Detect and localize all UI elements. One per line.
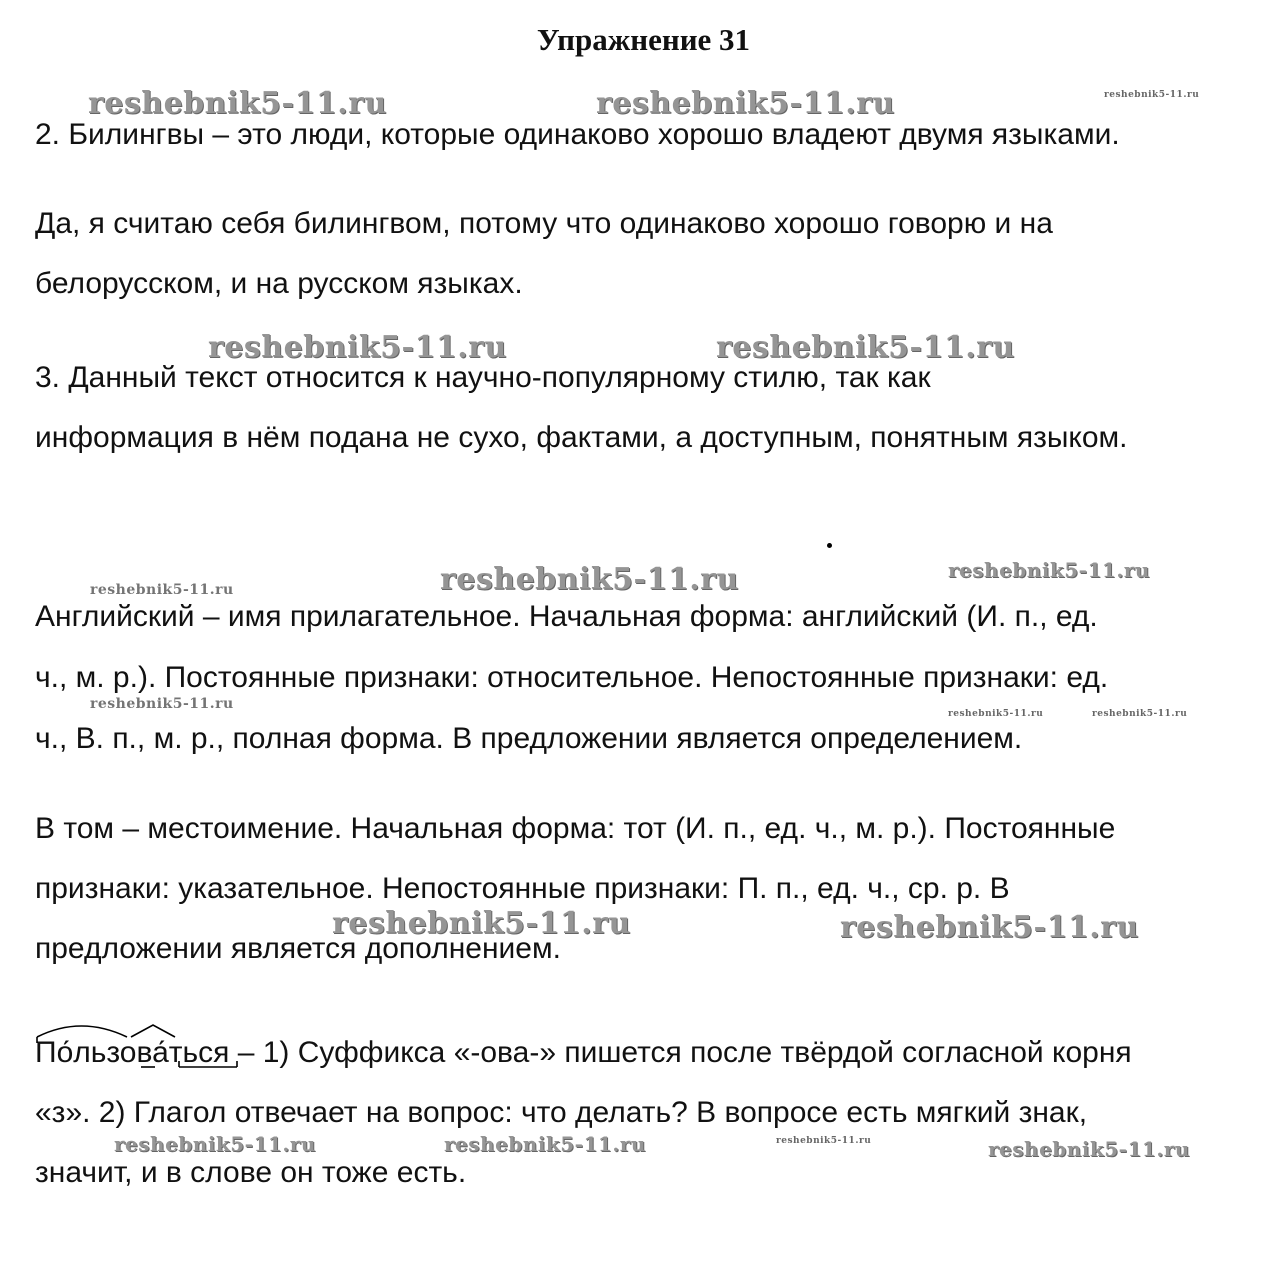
text-line: 2. Билингвы – это люди, которые одинаково хорошо владеют двумя языками. <box>35 118 1120 151</box>
text-line: В том – местоимение. Начальная форма: тот (И. п., ед. ч., м. р.). Постоянные <box>35 812 1116 845</box>
watermark: reshebnik5-11.ru <box>332 906 631 941</box>
analysed-word: По́льзова́ться <box>35 1036 230 1069</box>
text-line: Английский – имя прилагательное. Начальная форма: английский (И. п., ед. <box>35 600 1098 633</box>
watermark: reshebnik5-11.ru <box>716 330 1015 365</box>
watermark: reshebnik5-11.ru <box>776 1136 872 1146</box>
text-line: информация в нём подана не сухо, фактами, а доступным, понятным языком. <box>35 421 1128 454</box>
text-line: «з». 2) Глагол отвечает на вопрос: что делать? В вопросе есть мягкий знак, <box>35 1096 1088 1129</box>
text-line: значит, и в слове он тоже есть. <box>35 1156 467 1189</box>
text-line: Да, я считаю себя билингвом, потому что одинаково хорошо говорю и на <box>35 207 1053 240</box>
watermark: reshebnik5-11.ru <box>90 696 234 712</box>
stray-dot <box>827 543 832 548</box>
text-line: белорусском, и на русском языках. <box>35 267 523 300</box>
watermark: reshebnik5-11.ru <box>440 562 739 597</box>
text-line: предложении является дополнением. <box>35 932 561 965</box>
watermark: reshebnik5-11.ru <box>948 709 1044 719</box>
text-line <box>35 1035 1132 1071</box>
watermark: reshebnik5-11.ru <box>988 1137 1190 1161</box>
text-line: признаки: указательное. Непостоянные признаки: П. п., ед. ч., ср. р. В <box>35 872 1010 905</box>
text-line-rest: – 1) Суффикса «-ова-» пишется после твёрдой согласной корня <box>229 1036 1132 1069</box>
watermark: reshebnik5-11.ru <box>948 558 1150 582</box>
watermark: reshebnik5-11.ru <box>1092 709 1188 719</box>
watermark: reshebnik5-11.ru <box>90 582 234 598</box>
watermark: reshebnik5-11.ru <box>596 86 895 121</box>
watermark: reshebnik5-11.ru <box>1104 90 1200 100</box>
watermark: reshebnik5-11.ru <box>208 330 507 365</box>
morpheme-analysed-word <box>35 1035 229 1071</box>
page-title: Упражнение 31 <box>536 22 751 57</box>
watermark: reshebnik5-11.ru <box>114 1132 316 1156</box>
text-line: 3. Данный текст относится к научно-популярному стилю, так как <box>35 361 931 394</box>
watermark: reshebnik5-11.ru <box>840 910 1139 945</box>
text-line: ч., м. р.). Постоянные признаки: относительное. Непостоянные признаки: ед. <box>35 661 1109 694</box>
watermark: reshebnik5-11.ru <box>88 86 387 121</box>
text-line: ч., В. п., м. р., полная форма. В предложении является определением. <box>35 722 1023 755</box>
watermark: reshebnik5-11.ru <box>444 1132 646 1156</box>
